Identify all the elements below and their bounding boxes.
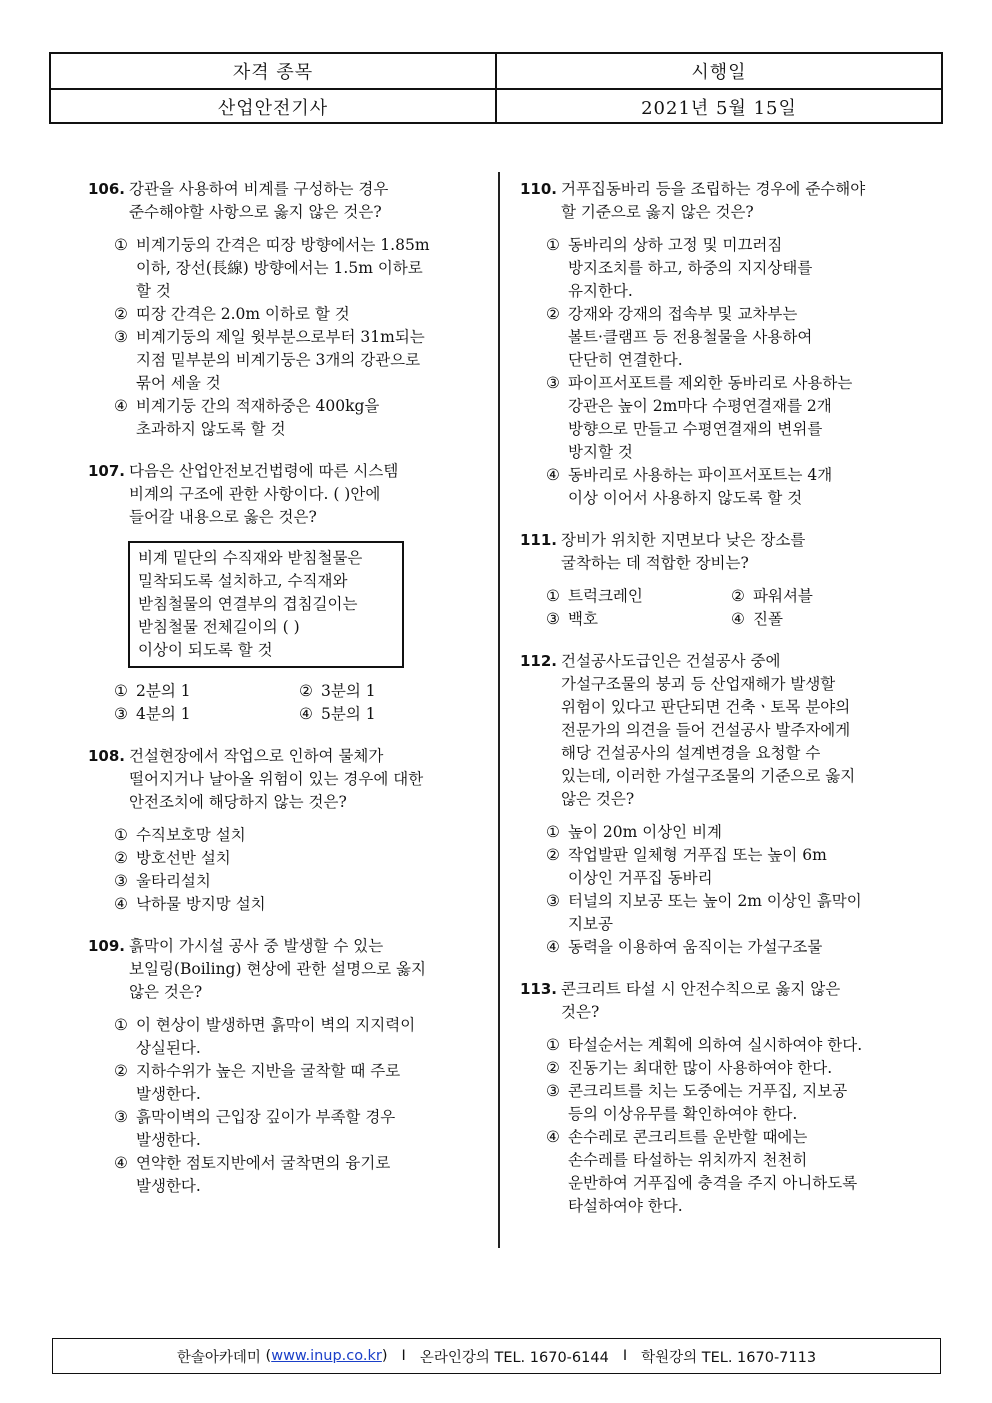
question-109 [88,935,480,1198]
option [114,303,480,326]
option [546,1126,920,1218]
option [299,680,484,703]
option-text: 콘크리트를 치는 도중에는 거푸집, 지보공 등의 이상유무를 확인하여야 한다. [568,1082,848,1123]
option-list [114,824,480,916]
option-marker: ④ [731,610,745,628]
option [546,372,920,464]
question-text: 건설현장에서 작업으로 인하여 물체가 떨어지거나 날아올 위험이 있는 경우에 대한 안전조치에 해당하지 않는 것은? [129,747,424,811]
question-text: 장비가 위치한 지면보다 낮은 장소를 굴착하는 데 적합한 장비는? [561,531,806,572]
option-text: 수직보호망 설치 [136,826,246,844]
footer-bar [52,1338,941,1374]
option-marker: ② [546,846,560,864]
option-marker: ① [546,236,560,254]
option-marker: ② [114,1062,128,1080]
option-marker: ② [546,305,560,323]
option-marker: ① [546,1036,560,1054]
question-number: 109. [88,937,126,955]
header-date-title: 시행일 [495,54,941,88]
footer-website-link[interactable]: www.inup.co.kr [271,1348,382,1364]
question-text: 콘크리트 타설 시 안전수칙으로 옳지 않은 것은? [561,980,841,1021]
option-marker: ① [114,682,128,700]
option-text: 이 현상이 발생하면 흙막이 벽의 지지력이 상실된다. [136,1016,416,1057]
option-text: 손수레로 콘크리트를 운반할 때에는 손수레를 타설하는 위치까지 천천히 운반하여 거푸집에 충격을 주지 아니하도록 타설하여야 한다. [568,1128,858,1215]
question-113 [520,978,920,1218]
header-subject-title: 자격 종목 [232,62,314,83]
option-text: 파워셔블 [753,587,813,605]
option-marker: ③ [114,872,128,890]
option-text: 진폴 [753,610,783,628]
option [114,395,480,441]
option [546,1034,920,1057]
question-reference-box: 비계 밑단의 수직재와 받침철물은 밀착되도록 설치하고, 수직재와 받침철물의 연결부의 겹침길이는 받침철물 전체길이의 ( ) 이상이 되도록 할 것 [128,541,404,668]
question-number: 108. [88,747,126,765]
right-column [520,178,920,1237]
option-text: 연약한 점토지반에서 굴착면의 융기로 발생한다. [136,1154,391,1195]
option [546,303,920,372]
option [114,1014,480,1060]
column-divider [498,172,500,1248]
option-list [546,234,920,510]
option-marker: ④ [114,895,128,913]
question-text: 거푸집동바리 등을 조립하는 경우에 준수해야 할 기준으로 옳지 않은 것은? [561,180,866,221]
footer-online-tel: 온라인강의 TEL. 1670-6144 [419,1349,609,1366]
question-107 [88,460,480,726]
option-list [114,234,480,441]
option [546,608,731,631]
option-list [114,1014,480,1198]
option-marker: ④ [546,1128,560,1146]
option-marker: ③ [114,328,128,346]
option-text: 동바리로 사용하는 파이프서포트는 4개 이상 이어서 사용하지 않도록 할 것 [568,466,833,507]
option-marker: ② [731,587,745,605]
option-marker: ③ [114,1108,128,1126]
option-marker: ① [114,236,128,254]
option-marker: ② [114,305,128,323]
option-marker: ② [299,682,313,700]
option [546,936,920,959]
question-106 [88,178,480,441]
question-number: 106. [88,180,126,198]
question-number: 110. [520,180,558,198]
option [114,1106,480,1152]
question-number: 107. [88,462,126,480]
option-marker: ① [114,826,128,844]
option-text: 지하수위가 높은 지반을 굴착할 때 주로 발생한다. [136,1062,401,1103]
option [114,1060,480,1106]
option-marker: ③ [546,374,560,392]
option-text: 비계기둥의 간격은 띠장 방향에서는 1.85m 이하, 장선(長線) 방향에서는 1.5m 이하로 할 것 [136,236,430,300]
option-text: 타설순서는 계획에 의하여 실시하여야 한다. [568,1036,863,1054]
option-text: 강재와 강재의 접속부 및 교차부는 볼트·클램프 등 전용철물을 사용하여 단단히 연결한다. [568,305,813,369]
option-text: 2분의 1 [136,682,191,700]
footer-paren-close: ) [381,1348,388,1364]
question-text: 흙막이 가시설 공사 중 발생할 수 있는 보일링(Boiling) 현상에 관한 설명으로 옳지 않은 것은? [129,937,426,1001]
option-text: 방호선반 설치 [136,849,231,867]
question-111 [520,529,920,631]
option-marker: ① [546,823,560,841]
option-list [546,821,920,959]
option-text: 진동기는 최대한 많이 사용하여야 한다. [568,1059,833,1077]
option [546,1057,920,1080]
option-text: 띠장 간격은 2.0m 이하로 할 것 [136,305,350,323]
header-date-value: 2021년 5월 15일 [495,90,941,124]
footer-academy-name: 한솔아카데미 [176,1349,261,1366]
option-text: 작업발판 일체형 거푸집 또는 높이 6m 이상인 거푸집 동바리 [568,846,827,887]
option [114,680,299,703]
option-text: 높이 20m 이상인 비계 [568,823,723,841]
option-text: 비계기둥 간의 적재하중은 400kg을 초과하지 않도록 할 것 [136,397,380,438]
question-number: 112. [520,652,558,670]
option-text: 흙막이벽의 근입장 깊이가 부족할 경우 발생한다. [136,1108,396,1149]
option-list [546,1034,920,1218]
option-text: 백호 [568,610,598,628]
option-marker: ① [114,1016,128,1034]
option [114,326,480,395]
option-marker: ① [546,587,560,605]
option-text: 3분의 1 [321,682,376,700]
option-text: 동바리의 상하 고정 및 미끄러짐 방지조치를 하고, 하중의 지지상태를 유지한다. [568,236,813,300]
option [546,234,920,303]
option-list [546,585,920,631]
option [546,585,731,608]
option [114,893,480,916]
question-text: 건설공사도급인은 건설공사 중에 가설구조물의 붕괴 등 산업재해가 발생할 위험이 있다고 판단되면 건축ㆍ토목 분야의 전문가의 의견을 들어 건설공사 발주자에게 해당 건설공사의 설계변경을 요청할 수 있는데, 이러한 가설구조물의 기준으로 옳지 않은 것은? [561,652,856,808]
footer-separator: I [401,1348,406,1364]
option [114,870,480,893]
option-text: 4분의 1 [136,705,191,723]
option-text: 비계기둥의 제일 윗부분으로부터 31m되는 지점 밑부분의 비계기둥은 3개의 강관으로 묶어 세울 것 [136,328,425,392]
exam-header-table [49,52,943,124]
left-column [88,178,480,1217]
option-marker: ③ [114,705,128,723]
footer-separator: I [622,1348,628,1364]
question-112 [520,650,920,959]
option-marker: ④ [114,1154,128,1172]
footer-paren-open: ( [260,1348,272,1364]
option [731,608,916,631]
option-marker: ③ [546,892,560,910]
option-marker: ③ [546,1082,560,1100]
question-number: 111. [520,531,558,549]
option-marker: ④ [546,938,560,956]
question-number: 113. [520,980,558,998]
option-marker: ④ [546,466,560,484]
option-text: 낙하물 방지망 설치 [136,895,266,913]
option-text: 울타리설치 [136,872,211,890]
option-text: 5분의 1 [321,705,376,723]
option-marker: ③ [546,610,560,628]
option [546,821,920,844]
question-108 [88,745,480,916]
option-marker: ④ [114,397,128,415]
question-110 [520,178,920,510]
option [546,890,920,936]
question-text: 다음은 산업안전보건법령에 따른 시스템 비계의 구조에 관한 사항이다. ( )안에 들어갈 내용으로 옳은 것은? [129,462,399,526]
option-text: 트럭크레인 [568,587,643,605]
option-text: 터널의 지보공 또는 높이 2m 이상인 흙막이 지보공 [568,892,862,933]
option [114,824,480,847]
option [114,234,480,303]
option [114,847,480,870]
option-text: 파이프서포트를 제외한 동바리로 사용하는 강관은 높이 2m마다 수평연결재를 2개 방향으로 만들고 수평연결재의 변위를 방지할 것 [568,374,853,461]
option [731,585,916,608]
option-marker: ② [114,849,128,867]
option-marker: ② [546,1059,560,1077]
option [114,1152,480,1198]
header-subject-value: 산업안전기사 [217,98,329,119]
option [546,464,920,510]
footer-offline-tel: 학원강의 TEL. 1670-7113 [641,1349,817,1366]
option [114,703,299,726]
option [546,844,920,890]
option-marker: ④ [299,705,313,723]
option-text: 동력을 이용하여 움직이는 가설구조물 [568,938,823,956]
option-list [114,680,480,726]
question-text: 강관을 사용하여 비계를 구성하는 경우 준수해야할 사항으로 옳지 않은 것은? [129,180,389,221]
option [299,703,484,726]
option [546,1080,920,1126]
